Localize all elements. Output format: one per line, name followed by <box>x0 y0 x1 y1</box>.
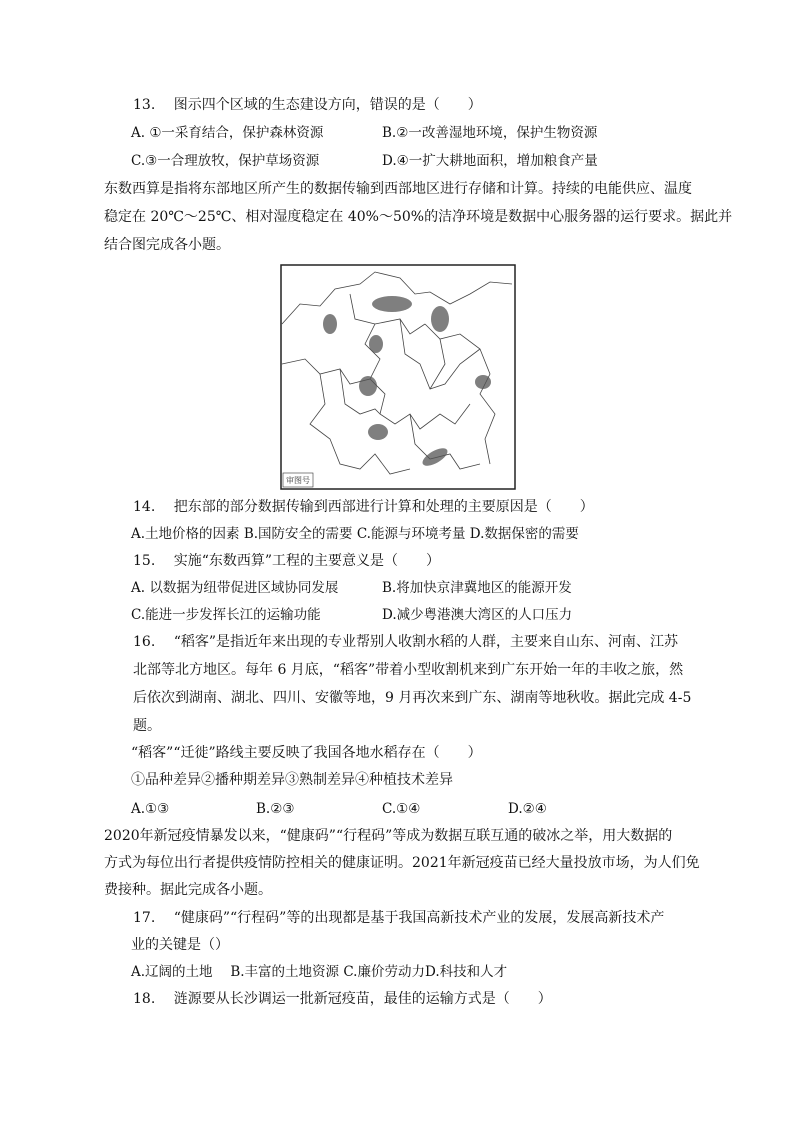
q15-option-b: B.将加快京津冀地区的能源开发 <box>382 580 572 596</box>
q16-line3: 后依次到湖南、湖北、四川、安徽等地，9 月再次来到广东、湖南等地秋收。据此完成 4-5 <box>133 690 692 706</box>
intro2-line3: 费接种。据此完成各小题。 <box>104 882 272 898</box>
q16-line1: 16. “稻客”是指近年来出现的专业帮别人收割水稻的人群，主要来自山东、河南、江苏 <box>133 634 679 650</box>
q13-option-b: B.②一改善湿地环境，保护生物资源 <box>382 125 598 141</box>
q16-option-b: B.②③ <box>256 801 295 817</box>
q16-items: ①品种差异②播种期差异③熟制差异④种植技术差异 <box>131 772 453 788</box>
q17-line2: 业的关键是（） <box>131 937 229 953</box>
q14-stem: 14. 把东部的部分数据传输到西部进行计算和处理的主要原因是（ ） <box>133 499 594 515</box>
q16-option-c: C.①④ <box>382 801 421 817</box>
intro1-line1: 东数西算是指将东部地区所产生的数据传输到西部地区进行存储和计算。持续的电能供应、温度 <box>104 181 692 197</box>
q17-line1: 17. “健康码”“行程码”等的出现都是基于我国高新技术产业的发展，发展高新技术产 <box>133 910 665 926</box>
q15-option-d: D.减少粤港澳大湾区的人口压力 <box>382 607 573 623</box>
q13-stem: 13. 图示四个区域的生态建设方向，错误的是（ ） <box>133 97 482 113</box>
intro2-line1: 2020年新冠疫情暴发以来，“健康码”“行程码”等成为数据互联互通的破冰之举，用大数据的 <box>104 828 673 844</box>
q15-option-c: C.能进一步发挥长江的运输功能 <box>131 607 321 623</box>
q16-line2: 北部等北方地区。每年 6 月底，“稻客”带着小型收割机来到广东开始一年的丰收之旅，然 <box>133 662 684 678</box>
q15-stem: 15. 实施“东数西算”工程的主要意义是（ ） <box>133 553 441 569</box>
q17-options: A.辽阔的土地 B.丰富的土地资源 C.廉价劳动力D.科技和人才 <box>131 964 508 980</box>
q13-option-a: A. ①一采育结合，保护森林资源 <box>131 125 324 141</box>
q16-option-d: D.②④ <box>508 801 547 817</box>
q13-option-d: D.④一扩大耕地面积，增加粮食产量 <box>382 153 598 169</box>
intro1-line3: 结合图完成各小题。 <box>104 237 230 253</box>
q15-option-a: A. 以数据为纽带促进区域协同发展 <box>131 580 339 596</box>
q16-line4: 题。 <box>133 718 161 734</box>
q16-question: “稻客”“迁徙”路线主要反映了我国各地水稻存在（ ） <box>131 745 482 761</box>
q18-stem: 18. 涟源要从长沙调运一批新冠疫苗，最佳的运输方式是（ ） <box>133 991 552 1007</box>
q16-option-a: A.①③ <box>131 801 170 817</box>
intro2-line2: 方式为每位出行者提供疫情防控相关的健康证明。2021年新冠疫苗已经大量投放市场，为人们免 <box>104 855 700 871</box>
q14-options: A.土地价格的因素 B.国防安全的需要 C.能源与环境考量 D.数据保密的需要 <box>131 526 579 542</box>
china-east-west-map <box>280 264 516 490</box>
q13-option-c: C.③一合理放牧，保护草场资源 <box>131 153 320 169</box>
intro1-line2: 稳定在 20℃～25℃、相对湿度稳定在 40%～50%的洁净环境是数据中心服务器的运行要求。据此并 <box>104 209 733 225</box>
map-stamp-text: 审图号 <box>286 476 310 485</box>
